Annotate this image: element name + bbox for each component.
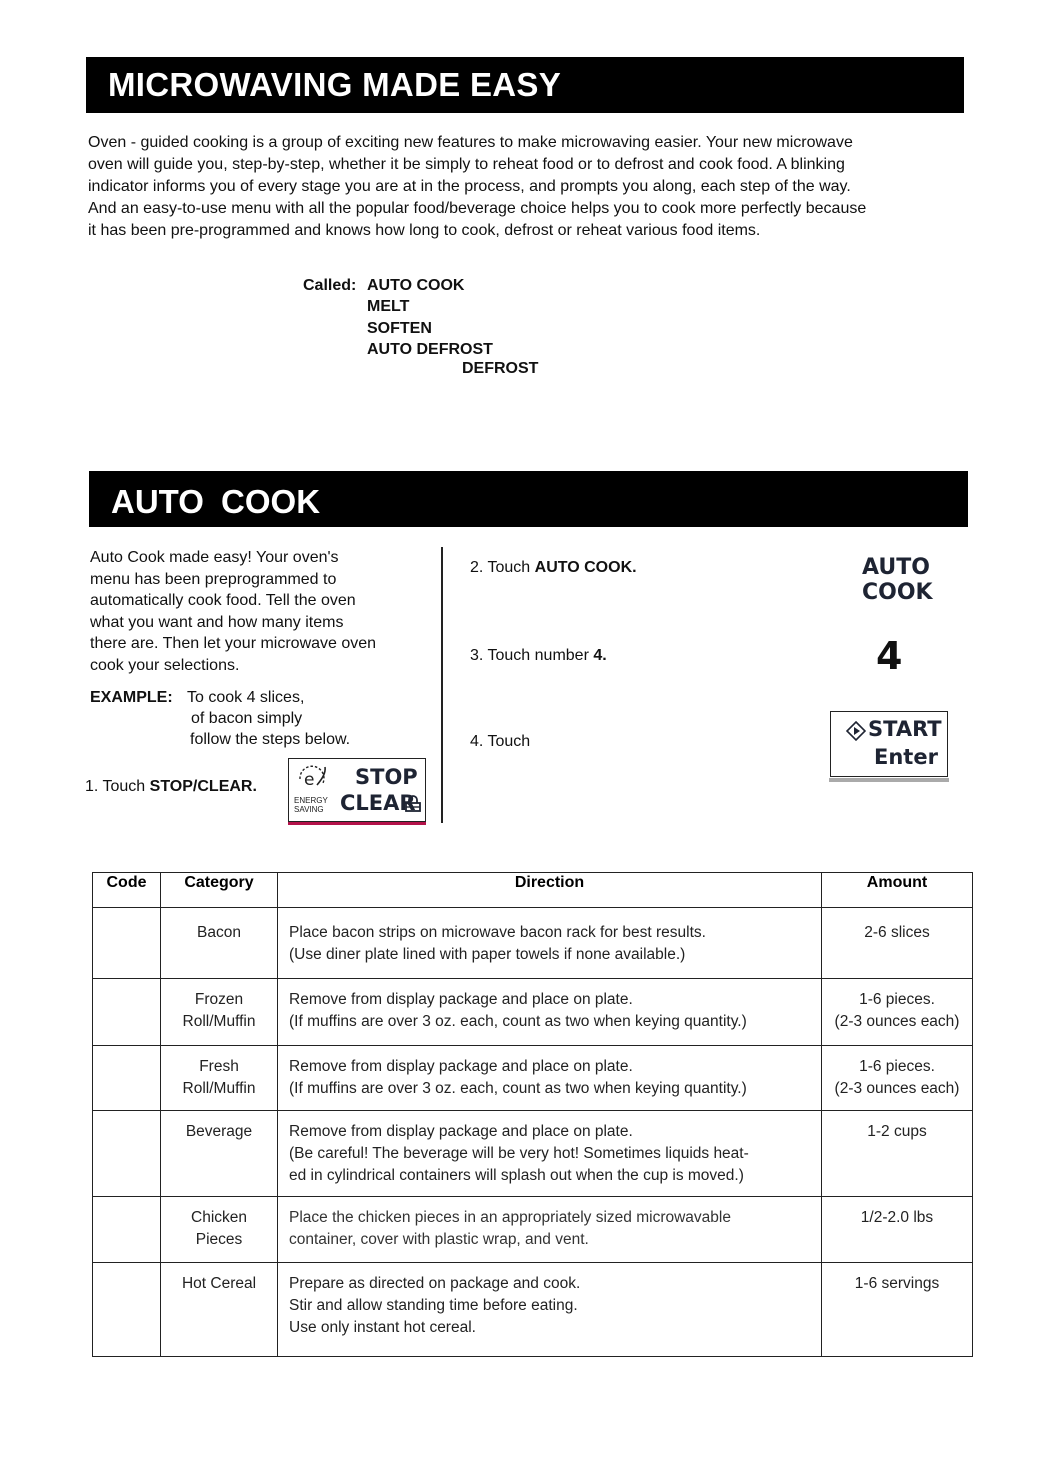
auto-cook-description <box>90 547 430 676</box>
table-row <box>93 1111 973 1197</box>
amount-cell <box>822 1046 973 1111</box>
table-row <box>93 908 973 979</box>
called-label: Called: <box>303 277 357 294</box>
category-line: Hot Cereal <box>181 1275 257 1292</box>
header-category: Category <box>161 873 278 908</box>
step-3 <box>470 647 607 665</box>
direction-line: (Be careful! The beverage will be very hot! Sometimes liquids heat- <box>289 1145 749 1162</box>
example-label: EXAMPLE: <box>90 689 173 706</box>
code-cell <box>93 1046 161 1111</box>
header-amount: Amount <box>822 873 973 908</box>
intro-line: it has been pre-programmed and knows how long to cook, defrost or reheat various food items. <box>88 222 761 239</box>
category-cell <box>161 908 278 979</box>
section-title-microwaving-made-easy: MICROWAVING MADE EASY <box>86 57 964 113</box>
called-item-melt: MELT <box>367 298 410 315</box>
direction-cell <box>278 1197 822 1263</box>
direction-line: (Use diner plate lined with paper towels if none available.) <box>289 946 686 963</box>
direction-line: Remove from display package and place on plate. <box>289 991 633 1008</box>
amount-line: 1-6 pieces. <box>859 1058 935 1075</box>
section-title-auto-cook: AUTO COOK <box>89 471 968 527</box>
category-line: Fresh <box>199 1058 239 1075</box>
intro-line: Oven - guided cooking is a group of exciting new features to make microwaving easier. Your new microwave <box>88 134 853 151</box>
step-1 <box>85 778 257 796</box>
step-3-key-name: 4. <box>593 647 607 664</box>
category-line: Beverage <box>185 1123 253 1140</box>
key-shadow <box>829 778 949 782</box>
number-4-key: 4 <box>876 634 903 678</box>
energy-text: ENERGY <box>294 796 328 805</box>
direction-line: Stir and allow standing time before eating. <box>289 1297 578 1314</box>
amount-line: 1/2-2.0 lbs <box>860 1209 934 1226</box>
code-cell <box>93 1197 161 1263</box>
table-row <box>93 1263 973 1357</box>
direction-line: Place the chicken pieces in an appropriately sized microwavable <box>289 1209 731 1226</box>
called-item-soften: SOFTEN <box>367 320 432 337</box>
example-line: To cook 4 slices, <box>187 689 305 706</box>
description-line: what you want and how many items <box>90 613 344 631</box>
amount-cell <box>822 908 973 979</box>
description-line: Auto Cook made easy! Your oven's <box>90 549 339 566</box>
category-line: Chicken <box>191 1209 247 1226</box>
called-item-defrost: DEFROST <box>462 360 539 377</box>
step-2-key-name: AUTO COOK. <box>534 559 637 576</box>
code-cell <box>93 979 161 1046</box>
intro-line: And an easy-to-use menu with all the popular food/beverage choice helps you to cook more perfectly because <box>88 200 867 217</box>
step-1-text: 1. Touch <box>85 778 150 795</box>
direction-cell <box>278 979 822 1046</box>
step-4: 4. Touch <box>470 733 531 750</box>
category-line: Roll/Muffin <box>182 1080 256 1097</box>
description-line: cook your selections. <box>90 656 240 674</box>
auto-cook-key <box>862 555 933 605</box>
category-cell <box>161 1046 278 1111</box>
table-row <box>93 1197 973 1263</box>
stop-label: STOP <box>355 765 418 789</box>
header-code: Code <box>93 873 161 908</box>
start-enter-key <box>830 711 948 777</box>
example-line: follow the steps below. <box>190 731 351 748</box>
saving-text: SAVING <box>294 805 324 814</box>
called-item-auto-defrost: AUTO DEFROST <box>367 341 493 358</box>
amount-line: (2-3 ounces each) <box>834 1080 960 1097</box>
direction-line: Use only instant hot cereal. <box>289 1319 476 1336</box>
amount-line: 1-6 servings <box>854 1275 940 1292</box>
enter-label: Enter <box>874 745 938 769</box>
code-cell <box>93 1263 161 1357</box>
table-row <box>93 979 973 1046</box>
energy-saving-icon <box>295 763 329 793</box>
header-direction: Direction <box>278 873 822 908</box>
amount-line: (2-3 ounces each) <box>834 1013 960 1030</box>
start-label: START <box>868 717 942 741</box>
category-line: Frozen <box>194 991 244 1008</box>
step-2 <box>470 559 637 577</box>
intro-paragraph <box>88 132 978 242</box>
column-divider <box>441 547 443 823</box>
amount-cell <box>822 979 973 1046</box>
category-line: Bacon <box>197 924 241 941</box>
category-cell <box>161 1111 278 1197</box>
category-cell <box>161 1197 278 1263</box>
direction-line: (If muffins are over 3 oz. each, count as two when keying quantity.) <box>289 1080 747 1097</box>
auto-cook-table <box>92 872 973 1357</box>
step-2-text: 2. Touch <box>470 559 535 576</box>
amount-line: 1-2 cups <box>867 1123 927 1140</box>
auto-cook-key-line2: COOK <box>862 580 933 605</box>
amount-line: 2-6 slices <box>864 924 930 941</box>
direction-cell <box>278 1111 822 1197</box>
clear-label: CLEAR <box>340 791 416 815</box>
amount-cell <box>822 1197 973 1263</box>
direction-cell <box>278 908 822 979</box>
intro-line: indicator informs you of every stage you are at in the process, and prompts you along, each step of the way. <box>88 178 851 195</box>
code-cell <box>93 1111 161 1197</box>
description-line: there are. Then let your microwave oven <box>90 635 377 652</box>
category-cell <box>161 1263 278 1357</box>
example-line: of bacon simply <box>191 710 303 727</box>
amount-line: 1-6 pieces. <box>859 991 935 1008</box>
auto-cook-key-line1: AUTO <box>862 555 930 580</box>
direction-cell <box>278 1263 822 1357</box>
direction-line: ed in cylindrical containers will splash out when the cup is moved.) <box>289 1167 744 1184</box>
step-3-text: 3. Touch number <box>470 647 594 664</box>
amount-cell <box>822 1111 973 1197</box>
description-line: menu has been preprogrammed to <box>90 570 337 588</box>
start-diamond-icon <box>846 721 866 741</box>
stop-clear-key <box>288 758 426 822</box>
step-1-key-name: STOP/CLEAR. <box>149 778 257 795</box>
code-cell <box>93 908 161 979</box>
category-line: Pieces <box>195 1231 243 1248</box>
energy-saving-label <box>294 796 328 814</box>
amount-cell <box>822 1263 973 1357</box>
table-row <box>93 1046 973 1111</box>
called-item-auto-cook: AUTO COOK <box>367 277 465 294</box>
category-line: Roll/Muffin <box>182 1013 256 1030</box>
direction-line: container, cover with plastic wrap, and vent. <box>289 1231 589 1248</box>
category-cell <box>161 979 278 1046</box>
direction-cell <box>278 1046 822 1111</box>
e-logo: e <box>304 770 315 790</box>
child-lock-icon <box>404 795 422 813</box>
direction-line: (If muffins are over 3 oz. each, count as two when keying quantity.) <box>289 1013 747 1030</box>
direction-line: Prepare as directed on package and cook. <box>289 1275 581 1292</box>
direction-line: Remove from display package and place on plate. <box>289 1058 633 1075</box>
direction-line: Remove from display package and place on plate. <box>289 1123 633 1140</box>
intro-line: oven will guide you, step-by-step, whether it be simply to reheat food or to defrost and cook food. A blinking <box>88 156 845 173</box>
table-header-row <box>93 873 973 908</box>
key-underline <box>288 822 426 825</box>
description-line: automatically cook food. Tell the oven <box>90 592 356 609</box>
direction-line: Place bacon strips on microwave bacon rack for best results. <box>289 924 706 941</box>
